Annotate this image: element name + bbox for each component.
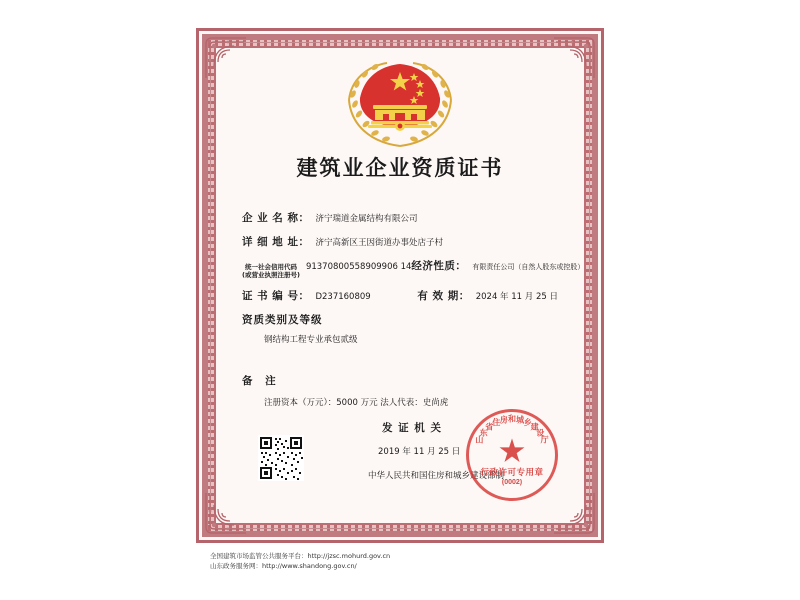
field-qualification [242, 312, 558, 345]
footer-line-2: 山东政务服务网：http://www.shandong.gov.cn/ [210, 561, 357, 570]
footer-links [210, 552, 390, 572]
qr-code [258, 435, 304, 481]
address-label: 详 细 地 址 [242, 236, 299, 248]
credit-code-value: 91370800558909906 14 [305, 262, 412, 272]
field-credit-code-and-economic-type [242, 258, 585, 280]
fields-block [242, 210, 585, 409]
economic-type-label: 经济性质 [411, 260, 456, 272]
field-remark [242, 373, 558, 408]
remark-value: 注册资本（万元）：5000 万元 法人代表：史尚虎 [264, 398, 449, 409]
emblem-container [196, 58, 604, 150]
footer-line-1: 全国建筑市场监管公共服务平台：http://jzsc.mohurd.gov.cn [210, 552, 391, 560]
qualification-value: 钢结构工程专业承包贰级 [264, 335, 358, 346]
certificate-document [196, 28, 604, 543]
colon: ： [298, 290, 310, 303]
colon: ： [458, 290, 470, 303]
cert-number-label: 证 书 编 号 [242, 290, 299, 303]
colon: ： [298, 212, 310, 224]
qualification-label: 资质类别及等级 [242, 314, 323, 327]
field-company-name [242, 210, 558, 225]
remark-label: 备 注 [242, 375, 281, 388]
valid-until-label: 有 效 期 [417, 290, 459, 303]
economic-type-value: 有限责任公司（自然人股东或控股） [472, 263, 585, 271]
field-address [242, 234, 558, 249]
company-name-value: 济宁瑞道金属结构有限公司 [315, 214, 418, 224]
seal-number: (0002) [501, 478, 523, 486]
seal-band-text: 行政许可专用章 [480, 467, 544, 478]
credit-code-label: 统一社会信用代码 (或营业执照注册号) [242, 263, 300, 280]
national-emblem-icon [341, 58, 459, 150]
valid-until-value: 2024 年 11 月 25 日 [475, 292, 558, 303]
issuer-block [368, 420, 568, 481]
colon: ： [298, 236, 310, 248]
field-cert-number-and-validity [242, 288, 558, 303]
colon: ： [455, 260, 467, 272]
cert-number-value: D237160809 [315, 292, 371, 303]
company-name-label: 企 业 名 称 [242, 212, 299, 224]
seal-outer-text: 山 东 省 住 房 和 城 乡 建 设 厅 [475, 414, 549, 445]
issuer-authority-label: 发 证 机 关 [382, 422, 442, 434]
issuer-ministry: 中华人民共和国住房和城乡建设部制 [368, 471, 505, 481]
address-value: 济宁高新区王因街道办事处店子村 [315, 238, 443, 248]
certificate-title: 建筑业企业资质证书 [296, 156, 504, 180]
issuer-date: 2019 年 11 月 25 日 [378, 447, 461, 457]
